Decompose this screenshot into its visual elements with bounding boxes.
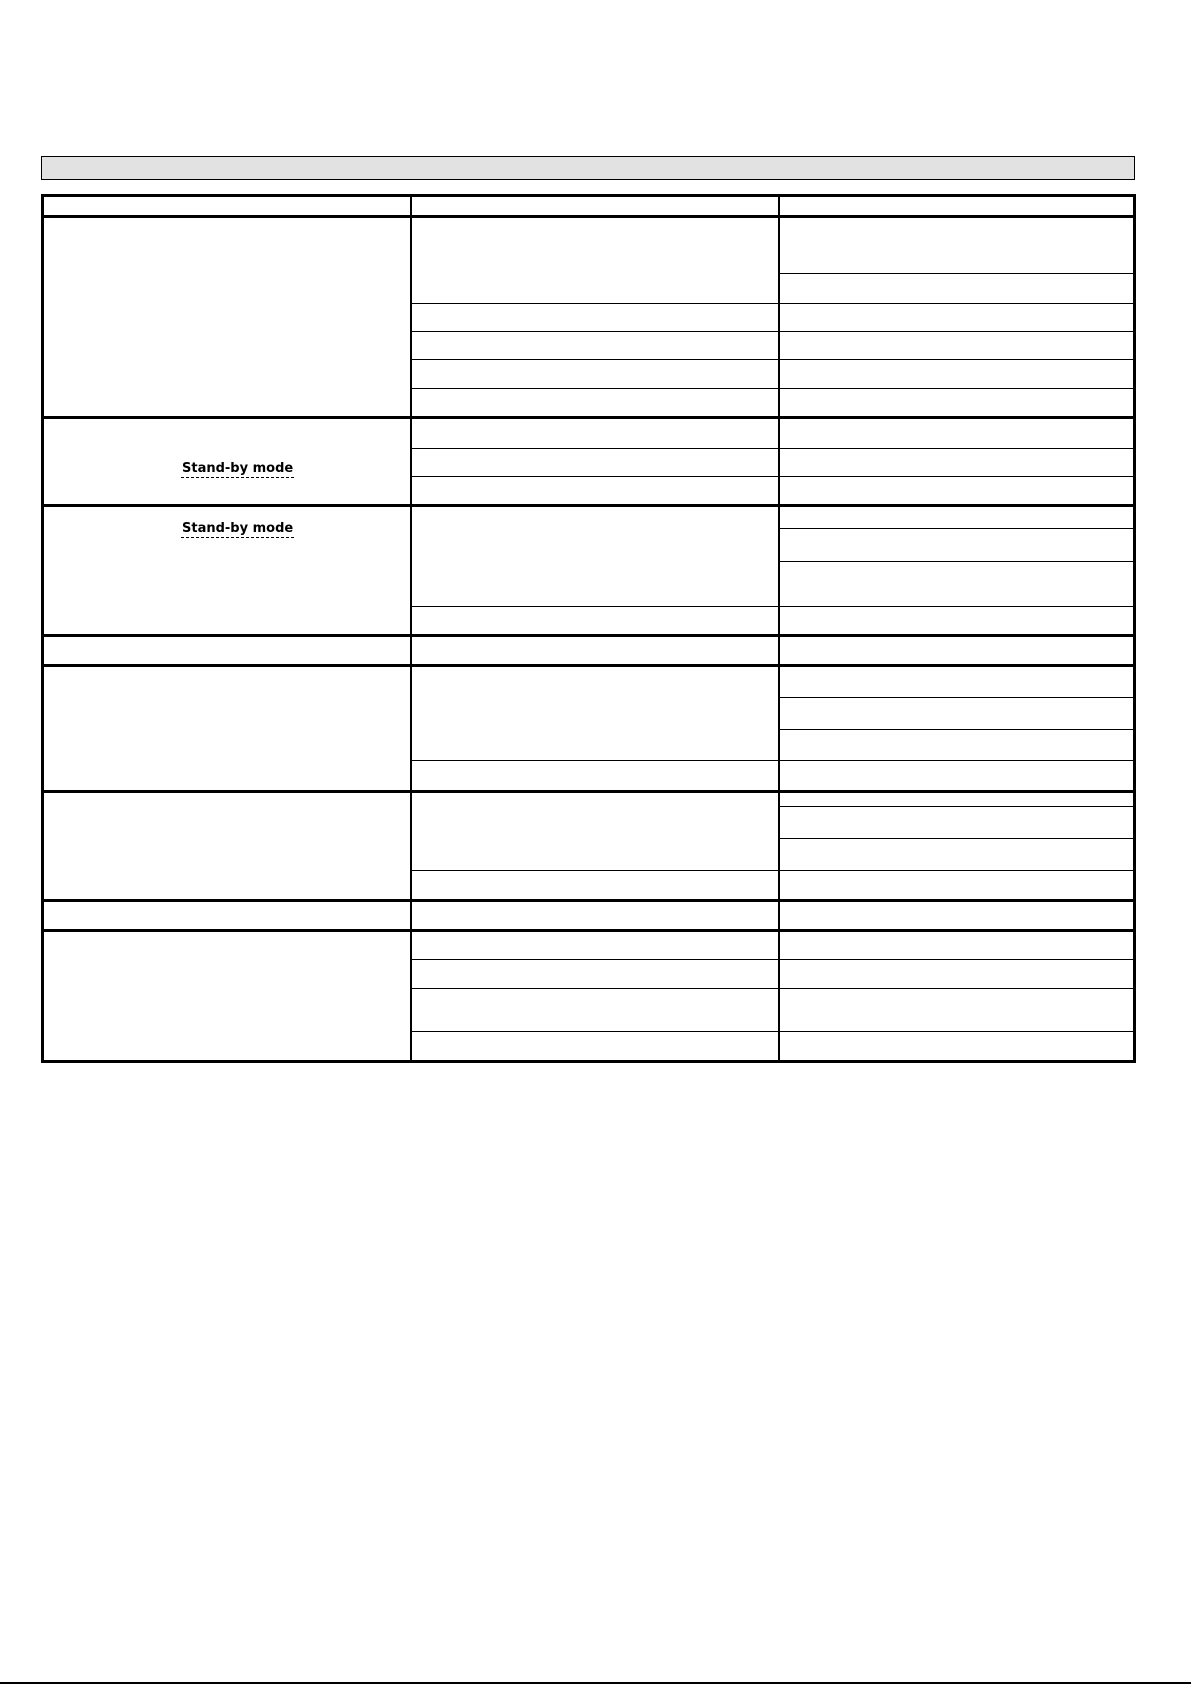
row-divider <box>412 388 1135 389</box>
table-border-left <box>41 194 44 1063</box>
group-divider <box>41 504 1136 507</box>
row-divider <box>780 806 1135 807</box>
group-divider <box>41 790 1136 793</box>
row-divider <box>780 838 1135 839</box>
row-divider <box>412 606 1135 607</box>
column-divider-1 <box>410 194 412 1063</box>
row-divider <box>412 476 1135 477</box>
row-divider <box>412 988 1135 989</box>
column-divider-2 <box>778 194 780 1063</box>
row-divider <box>412 359 1135 360</box>
row-divider <box>412 331 1135 332</box>
group-divider <box>41 929 1136 932</box>
table-border-bottom <box>41 1060 1136 1063</box>
group-divider <box>41 634 1136 637</box>
group-divider <box>41 664 1136 667</box>
page-bottom-rule <box>0 1682 1191 1684</box>
row-divider <box>780 697 1135 698</box>
row-divider <box>780 561 1135 562</box>
header-row-divider <box>41 215 1136 218</box>
table-border-top <box>41 194 1136 197</box>
row-divider <box>412 1031 1135 1032</box>
row-divider <box>412 448 1135 449</box>
row-divider <box>412 760 1135 761</box>
group-divider <box>41 899 1136 902</box>
row-divider <box>412 870 1135 871</box>
standby-mode-note: Stand-by mode <box>182 521 294 536</box>
row-divider <box>412 303 1135 304</box>
row-divider <box>780 273 1135 274</box>
group-divider <box>41 416 1136 419</box>
standby-mode-note: Stand-by mode <box>182 461 294 476</box>
table-border-right <box>1133 194 1136 1063</box>
row-divider <box>780 729 1135 730</box>
row-divider <box>780 528 1135 529</box>
row-divider <box>412 959 1135 960</box>
